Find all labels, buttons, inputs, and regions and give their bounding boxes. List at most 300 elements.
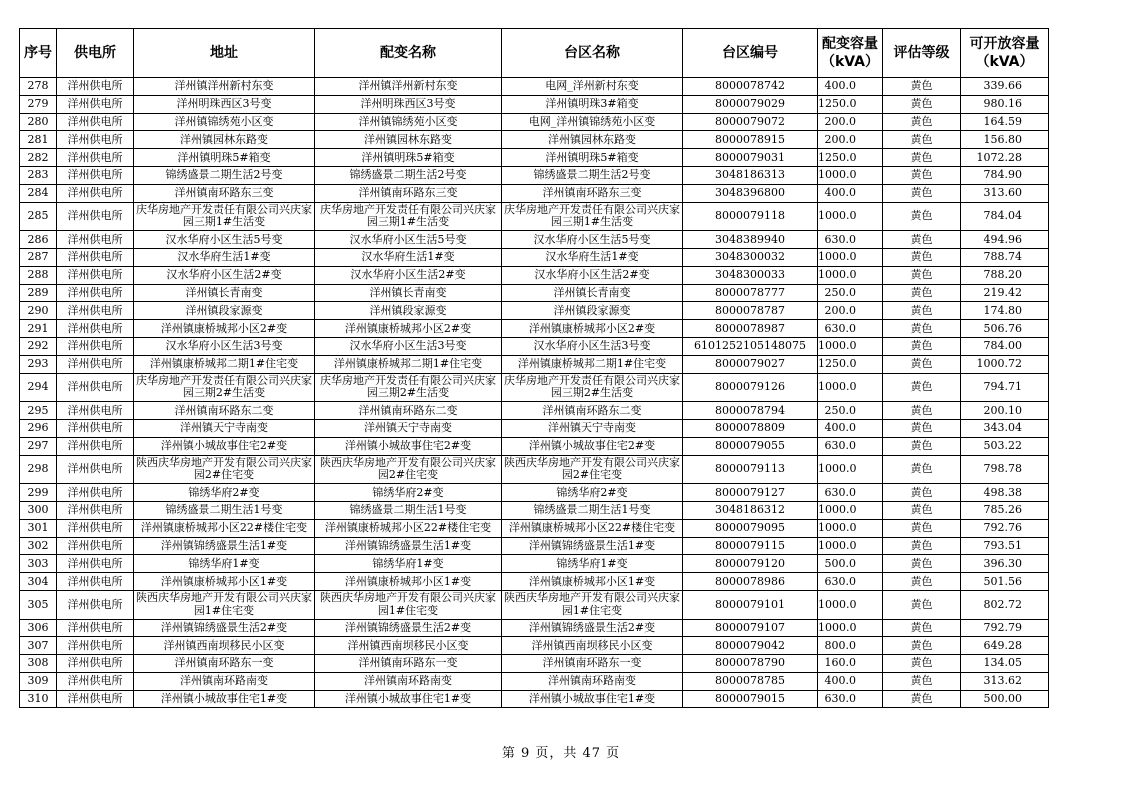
cell-address: 洋州镇锦绣盛景生活2#变 bbox=[134, 619, 315, 637]
cell-index: 291 bbox=[20, 320, 57, 338]
cell-area-name: 汉水华府小区生活2#变 bbox=[502, 266, 683, 284]
cell-supply-station: 洋州供电所 bbox=[57, 78, 134, 96]
cell-area-code: 8000078986 bbox=[683, 573, 818, 591]
cell-open-capacity: 219.42 bbox=[961, 284, 1049, 302]
cell-supply-station: 洋州供电所 bbox=[57, 637, 134, 655]
cell-open-capacity: 793.51 bbox=[961, 537, 1049, 555]
cell-address: 陕西庆华房地产开发有限公司兴庆家园1#住宅变 bbox=[134, 590, 315, 619]
cell-open-capacity: 396.30 bbox=[961, 555, 1049, 573]
cell-area-code: 8000079127 bbox=[683, 484, 818, 502]
cell-transformer-capacity: 1000.0 bbox=[818, 248, 883, 266]
cell-transformer-capacity: 250.0 bbox=[818, 402, 883, 420]
table-row bbox=[20, 355, 1049, 373]
cell-transformer-capacity: 1000.0 bbox=[818, 537, 883, 555]
cell-supply-station: 洋州供电所 bbox=[57, 555, 134, 573]
cell-address: 庆华房地产开发责任有限公司兴庆家园三期1#生活变 bbox=[134, 202, 315, 231]
cell-supply-station: 洋州供电所 bbox=[57, 248, 134, 266]
cell-address: 洋州镇段家源变 bbox=[134, 302, 315, 320]
cell-transformer-capacity: 1000.0 bbox=[818, 519, 883, 537]
cell-supply-station: 洋州供电所 bbox=[57, 484, 134, 502]
table-row bbox=[20, 555, 1049, 573]
cell-address: 洋州镇南环路东一变 bbox=[134, 655, 315, 673]
cell-supply-station: 洋州供电所 bbox=[57, 573, 134, 591]
cell-open-capacity: 788.74 bbox=[961, 248, 1049, 266]
cell-supply-station: 洋州供电所 bbox=[57, 337, 134, 355]
cell-rating-level: 黄色 bbox=[883, 637, 961, 655]
cell-index: 280 bbox=[20, 113, 57, 131]
cell-area-name: 洋州镇锦绣盛景生活1#变 bbox=[502, 537, 683, 555]
cell-open-capacity: 164.59 bbox=[961, 113, 1049, 131]
table-row bbox=[20, 248, 1049, 266]
cell-open-capacity: 200.10 bbox=[961, 402, 1049, 420]
cell-rating-level: 黄色 bbox=[883, 501, 961, 519]
cell-rating-level: 黄色 bbox=[883, 690, 961, 708]
header-transformer-name: 配变名称 bbox=[315, 29, 502, 78]
cell-area-name: 洋州镇南环路东二变 bbox=[502, 402, 683, 420]
cell-index: 301 bbox=[20, 519, 57, 537]
cell-rating-level: 黄色 bbox=[883, 302, 961, 320]
cell-transformer-capacity: 400.0 bbox=[818, 672, 883, 690]
cell-index: 295 bbox=[20, 402, 57, 420]
cell-transformer-name: 锦绣盛景二期生活1号变 bbox=[315, 501, 502, 519]
cell-open-capacity: 494.96 bbox=[961, 231, 1049, 249]
cell-address: 洋州镇明珠5#箱变 bbox=[134, 149, 315, 167]
cell-supply-station: 洋州供电所 bbox=[57, 373, 134, 402]
cell-index: 282 bbox=[20, 149, 57, 167]
cell-transformer-name: 洋州镇段家源变 bbox=[315, 302, 502, 320]
cell-open-capacity: 506.76 bbox=[961, 320, 1049, 338]
cell-rating-level: 黄色 bbox=[883, 337, 961, 355]
cell-address: 汉水华府小区生活3号变 bbox=[134, 337, 315, 355]
cell-supply-station: 洋州供电所 bbox=[57, 619, 134, 637]
cell-area-code: 8000079118 bbox=[683, 202, 818, 231]
header-address: 地址 bbox=[134, 29, 315, 78]
cell-transformer-capacity: 1250.0 bbox=[818, 149, 883, 167]
cell-rating-level: 黄色 bbox=[883, 573, 961, 591]
cell-address: 庆华房地产开发责任有限公司兴庆家园三期2#生活变 bbox=[134, 373, 315, 402]
cell-area-code: 3048389940 bbox=[683, 231, 818, 249]
table-row bbox=[20, 184, 1049, 202]
cell-transformer-capacity: 630.0 bbox=[818, 437, 883, 455]
cell-transformer-name: 陕西庆华房地产开发有限公司兴庆家园1#住宅变 bbox=[315, 590, 502, 619]
cell-supply-station: 洋州供电所 bbox=[57, 590, 134, 619]
cell-rating-level: 黄色 bbox=[883, 95, 961, 113]
cell-supply-station: 洋州供电所 bbox=[57, 537, 134, 555]
cell-open-capacity: 339.66 bbox=[961, 78, 1049, 96]
cell-transformer-capacity: 1000.0 bbox=[818, 266, 883, 284]
cell-transformer-capacity: 500.0 bbox=[818, 555, 883, 573]
cell-transformer-name: 洋州镇小城故事住宅2#变 bbox=[315, 437, 502, 455]
cell-index: 309 bbox=[20, 672, 57, 690]
cell-transformer-name: 洋州明珠西区3号变 bbox=[315, 95, 502, 113]
cell-address: 锦绣盛景二期生活1号变 bbox=[134, 501, 315, 519]
cell-transformer-capacity: 1000.0 bbox=[818, 590, 883, 619]
cell-transformer-name: 洋州镇锦绣盛景生活1#变 bbox=[315, 537, 502, 555]
cell-index: 285 bbox=[20, 202, 57, 231]
cell-rating-level: 黄色 bbox=[883, 402, 961, 420]
cell-address: 洋州镇康桥城邦二期1#住宅变 bbox=[134, 355, 315, 373]
cell-area-name: 洋州镇康桥城邦小区2#变 bbox=[502, 320, 683, 338]
cell-area-code: 8000079055 bbox=[683, 437, 818, 455]
cell-address: 锦绣盛景二期生活2号变 bbox=[134, 166, 315, 184]
capacity-table-container bbox=[19, 28, 1048, 708]
table-row bbox=[20, 619, 1049, 637]
cell-index: 293 bbox=[20, 355, 57, 373]
cell-transformer-name: 洋州镇南环路南变 bbox=[315, 672, 502, 690]
cell-transformer-capacity: 400.0 bbox=[818, 184, 883, 202]
cell-area-code: 6101252105148075 bbox=[683, 337, 818, 355]
cell-area-name: 洋州镇南环路东一变 bbox=[502, 655, 683, 673]
cell-address: 洋州镇锦绣苑小区变 bbox=[134, 113, 315, 131]
cell-transformer-capacity: 630.0 bbox=[818, 320, 883, 338]
cell-open-capacity: 802.72 bbox=[961, 590, 1049, 619]
cell-index: 278 bbox=[20, 78, 57, 96]
cell-supply-station: 洋州供电所 bbox=[57, 266, 134, 284]
cell-index: 281 bbox=[20, 131, 57, 149]
cell-open-capacity: 784.00 bbox=[961, 337, 1049, 355]
cell-area-code: 8000079027 bbox=[683, 355, 818, 373]
cell-index: 297 bbox=[20, 437, 57, 455]
cell-area-name: 洋州镇小城故事住宅2#变 bbox=[502, 437, 683, 455]
cell-supply-station: 洋州供电所 bbox=[57, 184, 134, 202]
cell-address: 汉水华府生活1#变 bbox=[134, 248, 315, 266]
cell-area-code: 8000079113 bbox=[683, 455, 818, 484]
cell-address: 洋州镇园林东路变 bbox=[134, 131, 315, 149]
cell-rating-level: 黄色 bbox=[883, 437, 961, 455]
cell-transformer-name: 洋州镇康桥城邦小区2#变 bbox=[315, 320, 502, 338]
cell-address: 洋州镇康桥城邦小区1#变 bbox=[134, 573, 315, 591]
header-area-name: 台区名称 bbox=[502, 29, 683, 78]
cell-transformer-name: 汉水华府小区生活5号变 bbox=[315, 231, 502, 249]
cell-supply-station: 洋州供电所 bbox=[57, 166, 134, 184]
cell-area-name: 洋州镇西南坝移民小区变 bbox=[502, 637, 683, 655]
cell-area-code: 8000078777 bbox=[683, 284, 818, 302]
cell-rating-level: 黄色 bbox=[883, 284, 961, 302]
table-row bbox=[20, 337, 1049, 355]
cell-area-code: 8000078785 bbox=[683, 672, 818, 690]
cell-rating-level: 黄色 bbox=[883, 266, 961, 284]
cell-area-code: 3048396800 bbox=[683, 184, 818, 202]
cell-rating-level: 黄色 bbox=[883, 166, 961, 184]
cell-area-code: 8000079042 bbox=[683, 637, 818, 655]
cell-transformer-name: 汉水华府小区生活2#变 bbox=[315, 266, 502, 284]
cell-transformer-name: 锦绣华府1#变 bbox=[315, 555, 502, 573]
capacity-table bbox=[19, 28, 1049, 708]
cell-open-capacity: 343.04 bbox=[961, 419, 1049, 437]
cell-index: 288 bbox=[20, 266, 57, 284]
header-transformer-capacity: 配变容量 （kVA） bbox=[818, 29, 883, 78]
table-row bbox=[20, 284, 1049, 302]
cell-supply-station: 洋州供电所 bbox=[57, 402, 134, 420]
cell-address: 洋州镇洋州新村东变 bbox=[134, 78, 315, 96]
cell-index: 307 bbox=[20, 637, 57, 655]
cell-open-capacity: 784.90 bbox=[961, 166, 1049, 184]
cell-open-capacity: 501.56 bbox=[961, 573, 1049, 591]
cell-open-capacity: 1000.72 bbox=[961, 355, 1049, 373]
cell-transformer-name: 洋州镇洋州新村东变 bbox=[315, 78, 502, 96]
cell-transformer-capacity: 1250.0 bbox=[818, 355, 883, 373]
table-body bbox=[20, 78, 1049, 708]
cell-rating-level: 黄色 bbox=[883, 78, 961, 96]
cell-supply-station: 洋州供电所 bbox=[57, 113, 134, 131]
cell-index: 300 bbox=[20, 501, 57, 519]
cell-open-capacity: 785.26 bbox=[961, 501, 1049, 519]
cell-rating-level: 黄色 bbox=[883, 672, 961, 690]
cell-area-code: 8000078742 bbox=[683, 78, 818, 96]
cell-area-name: 洋州镇段家源变 bbox=[502, 302, 683, 320]
cell-area-name: 洋州镇南环路东三变 bbox=[502, 184, 683, 202]
cell-area-name: 洋州镇天宁寺南变 bbox=[502, 419, 683, 437]
cell-supply-station: 洋州供电所 bbox=[57, 95, 134, 113]
cell-index: 304 bbox=[20, 573, 57, 591]
cell-supply-station: 洋州供电所 bbox=[57, 355, 134, 373]
cell-area-code: 3048300033 bbox=[683, 266, 818, 284]
table-row bbox=[20, 637, 1049, 655]
cell-address: 锦绣华府1#变 bbox=[134, 555, 315, 573]
cell-rating-level: 黄色 bbox=[883, 419, 961, 437]
cell-rating-level: 黄色 bbox=[883, 320, 961, 338]
cell-address: 洋州镇南环路南变 bbox=[134, 672, 315, 690]
header-supply-station: 供电所 bbox=[57, 29, 134, 78]
cell-supply-station: 洋州供电所 bbox=[57, 131, 134, 149]
cell-area-name: 洋州镇康桥城邦小区22#楼住宅变 bbox=[502, 519, 683, 537]
cell-open-capacity: 649.28 bbox=[961, 637, 1049, 655]
cell-address: 汉水华府小区生活2#变 bbox=[134, 266, 315, 284]
cell-transformer-capacity: 400.0 bbox=[818, 419, 883, 437]
cell-area-code: 8000079101 bbox=[683, 590, 818, 619]
cell-supply-station: 洋州供电所 bbox=[57, 149, 134, 167]
cell-open-capacity: 503.22 bbox=[961, 437, 1049, 455]
cell-address: 洋州镇小城故事住宅1#变 bbox=[134, 690, 315, 708]
cell-area-code: 8000079029 bbox=[683, 95, 818, 113]
table-row bbox=[20, 95, 1049, 113]
cell-address: 洋州镇南环路东二变 bbox=[134, 402, 315, 420]
cell-address: 洋州明珠西区3号变 bbox=[134, 95, 315, 113]
table-row bbox=[20, 690, 1049, 708]
cell-area-name: 洋州镇明珠5#箱变 bbox=[502, 149, 683, 167]
cell-transformer-name: 洋州镇康桥城邦小区22#楼住宅变 bbox=[315, 519, 502, 537]
cell-supply-station: 洋州供电所 bbox=[57, 672, 134, 690]
cell-transformer-name: 洋州镇西南坝移民小区变 bbox=[315, 637, 502, 655]
table-row bbox=[20, 419, 1049, 437]
cell-supply-station: 洋州供电所 bbox=[57, 202, 134, 231]
cell-area-code: 3048300032 bbox=[683, 248, 818, 266]
table-row bbox=[20, 302, 1049, 320]
cell-transformer-name: 洋州镇南环路东三变 bbox=[315, 184, 502, 202]
cell-area-name: 洋州镇明珠3#箱变 bbox=[502, 95, 683, 113]
cell-area-name: 汉水华府小区生活5号变 bbox=[502, 231, 683, 249]
cell-area-code: 8000079115 bbox=[683, 537, 818, 555]
cell-open-capacity: 980.16 bbox=[961, 95, 1049, 113]
cell-supply-station: 洋州供电所 bbox=[57, 455, 134, 484]
cell-area-code: 8000079126 bbox=[683, 373, 818, 402]
cell-area-code: 8000078987 bbox=[683, 320, 818, 338]
table-row bbox=[20, 78, 1049, 96]
cell-supply-station: 洋州供电所 bbox=[57, 655, 134, 673]
cell-transformer-capacity: 200.0 bbox=[818, 131, 883, 149]
cell-transformer-capacity: 250.0 bbox=[818, 284, 883, 302]
cell-index: 292 bbox=[20, 337, 57, 355]
cell-transformer-name: 洋州镇康桥城邦小区1#变 bbox=[315, 573, 502, 591]
cell-index: 299 bbox=[20, 484, 57, 502]
cell-rating-level: 黄色 bbox=[883, 355, 961, 373]
cell-transformer-capacity: 1000.0 bbox=[818, 619, 883, 637]
cell-index: 287 bbox=[20, 248, 57, 266]
cell-transformer-name: 洋州镇南环路东二变 bbox=[315, 402, 502, 420]
cell-open-capacity: 784.04 bbox=[961, 202, 1049, 231]
table-row bbox=[20, 437, 1049, 455]
cell-transformer-name: 汉水华府小区生活3号变 bbox=[315, 337, 502, 355]
cell-open-capacity: 1072.28 bbox=[961, 149, 1049, 167]
cell-transformer-capacity: 800.0 bbox=[818, 637, 883, 655]
cell-supply-station: 洋州供电所 bbox=[57, 320, 134, 338]
header-index: 序号 bbox=[20, 29, 57, 78]
table-row bbox=[20, 149, 1049, 167]
cell-area-code: 8000078790 bbox=[683, 655, 818, 673]
cell-rating-level: 黄色 bbox=[883, 537, 961, 555]
cell-index: 289 bbox=[20, 284, 57, 302]
cell-area-code: 8000079072 bbox=[683, 113, 818, 131]
cell-index: 302 bbox=[20, 537, 57, 555]
cell-rating-level: 黄色 bbox=[883, 131, 961, 149]
table-row bbox=[20, 131, 1049, 149]
cell-area-name: 洋州镇南环路南变 bbox=[502, 672, 683, 690]
cell-transformer-name: 庆华房地产开发责任有限公司兴庆家园三期2#生活变 bbox=[315, 373, 502, 402]
cell-open-capacity: 788.20 bbox=[961, 266, 1049, 284]
cell-area-code: 8000079031 bbox=[683, 149, 818, 167]
cell-transformer-capacity: 200.0 bbox=[818, 113, 883, 131]
cell-area-name: 锦绣盛景二期生活2号变 bbox=[502, 166, 683, 184]
cell-transformer-capacity: 200.0 bbox=[818, 302, 883, 320]
cell-transformer-capacity: 400.0 bbox=[818, 78, 883, 96]
cell-rating-level: 黄色 bbox=[883, 202, 961, 231]
cell-rating-level: 黄色 bbox=[883, 231, 961, 249]
table-row bbox=[20, 402, 1049, 420]
cell-transformer-name: 洋州镇锦绣盛景生活2#变 bbox=[315, 619, 502, 637]
cell-transformer-name: 锦绣盛景二期生活2号变 bbox=[315, 166, 502, 184]
header-area-code: 台区编号 bbox=[683, 29, 818, 78]
cell-index: 294 bbox=[20, 373, 57, 402]
cell-open-capacity: 174.80 bbox=[961, 302, 1049, 320]
cell-transformer-name: 汉水华府生活1#变 bbox=[315, 248, 502, 266]
cell-transformer-name: 洋州镇锦绣苑小区变 bbox=[315, 113, 502, 131]
cell-rating-level: 黄色 bbox=[883, 373, 961, 402]
table-row bbox=[20, 266, 1049, 284]
cell-area-code: 8000078794 bbox=[683, 402, 818, 420]
header-open-capacity: 可开放容量 （kVA） bbox=[961, 29, 1049, 78]
cell-rating-level: 黄色 bbox=[883, 619, 961, 637]
cell-area-name: 洋州镇康桥城邦小区1#变 bbox=[502, 573, 683, 591]
cell-address: 洋州镇南环路东三变 bbox=[134, 184, 315, 202]
cell-area-code: 3048186312 bbox=[683, 501, 818, 519]
cell-transformer-capacity: 1000.0 bbox=[818, 373, 883, 402]
cell-transformer-name: 洋州镇小城故事住宅1#变 bbox=[315, 690, 502, 708]
table-row bbox=[20, 573, 1049, 591]
table-row bbox=[20, 373, 1049, 402]
cell-area-name: 陕西庆华房地产开发有限公司兴庆家园1#住宅变 bbox=[502, 590, 683, 619]
cell-index: 306 bbox=[20, 619, 57, 637]
cell-area-name: 汉水华府小区生活3号变 bbox=[502, 337, 683, 355]
table-header-row bbox=[20, 29, 1049, 78]
cell-address: 洋州镇康桥城邦小区22#楼住宅变 bbox=[134, 519, 315, 537]
cell-open-capacity: 792.79 bbox=[961, 619, 1049, 637]
cell-area-code: 8000078915 bbox=[683, 131, 818, 149]
cell-supply-station: 洋州供电所 bbox=[57, 437, 134, 455]
cell-rating-level: 黄色 bbox=[883, 184, 961, 202]
cell-index: 310 bbox=[20, 690, 57, 708]
cell-area-name: 庆华房地产开发责任有限公司兴庆家园三期1#生活变 bbox=[502, 202, 683, 231]
table-row bbox=[20, 519, 1049, 537]
cell-transformer-name: 洋州镇明珠5#箱变 bbox=[315, 149, 502, 167]
cell-rating-level: 黄色 bbox=[883, 149, 961, 167]
cell-open-capacity: 134.05 bbox=[961, 655, 1049, 673]
cell-area-name: 庆华房地产开发责任有限公司兴庆家园三期2#生活变 bbox=[502, 373, 683, 402]
table-row bbox=[20, 537, 1049, 555]
cell-index: 305 bbox=[20, 590, 57, 619]
cell-area-name: 锦绣华府2#变 bbox=[502, 484, 683, 502]
cell-address: 洋州镇天宁寺南变 bbox=[134, 419, 315, 437]
cell-area-name: 陕西庆华房地产开发有限公司兴庆家园2#住宅变 bbox=[502, 455, 683, 484]
cell-supply-station: 洋州供电所 bbox=[57, 284, 134, 302]
cell-supply-station: 洋州供电所 bbox=[57, 231, 134, 249]
cell-area-name: 电网_洋州新村东变 bbox=[502, 78, 683, 96]
cell-area-name: 锦绣盛景二期生活1号变 bbox=[502, 501, 683, 519]
cell-transformer-name: 洋州镇天宁寺南变 bbox=[315, 419, 502, 437]
cell-transformer-capacity: 160.0 bbox=[818, 655, 883, 673]
table-row bbox=[20, 590, 1049, 619]
cell-rating-level: 黄色 bbox=[883, 113, 961, 131]
table-row bbox=[20, 672, 1049, 690]
cell-rating-level: 黄色 bbox=[883, 484, 961, 502]
cell-address: 锦绣华府2#变 bbox=[134, 484, 315, 502]
cell-open-capacity: 794.71 bbox=[961, 373, 1049, 402]
cell-open-capacity: 792.76 bbox=[961, 519, 1049, 537]
cell-address: 洋州镇康桥城邦小区2#变 bbox=[134, 320, 315, 338]
header-rating-level: 评估等级 bbox=[883, 29, 961, 78]
cell-open-capacity: 156.80 bbox=[961, 131, 1049, 149]
cell-area-name: 洋州镇小城故事住宅1#变 bbox=[502, 690, 683, 708]
cell-transformer-name: 锦绣华府2#变 bbox=[315, 484, 502, 502]
cell-area-name: 电网_洋州镇锦绣苑小区变 bbox=[502, 113, 683, 131]
cell-rating-level: 黄色 bbox=[883, 519, 961, 537]
table-row bbox=[20, 501, 1049, 519]
cell-index: 283 bbox=[20, 166, 57, 184]
cell-index: 303 bbox=[20, 555, 57, 573]
cell-area-name: 洋州镇康桥城邦二期1#住宅变 bbox=[502, 355, 683, 373]
cell-index: 298 bbox=[20, 455, 57, 484]
cell-supply-station: 洋州供电所 bbox=[57, 302, 134, 320]
table-row bbox=[20, 484, 1049, 502]
cell-transformer-name: 洋州镇园林东路变 bbox=[315, 131, 502, 149]
cell-transformer-name: 洋州镇长青南变 bbox=[315, 284, 502, 302]
cell-area-name: 洋州镇长青南变 bbox=[502, 284, 683, 302]
cell-transformer-capacity: 1000.0 bbox=[818, 455, 883, 484]
table-row bbox=[20, 455, 1049, 484]
cell-transformer-capacity: 1250.0 bbox=[818, 95, 883, 113]
cell-index: 290 bbox=[20, 302, 57, 320]
cell-index: 286 bbox=[20, 231, 57, 249]
cell-area-code: 8000079107 bbox=[683, 619, 818, 637]
cell-transformer-capacity: 630.0 bbox=[818, 690, 883, 708]
cell-open-capacity: 313.62 bbox=[961, 672, 1049, 690]
cell-area-name: 汉水华府生活1#变 bbox=[502, 248, 683, 266]
cell-rating-level: 黄色 bbox=[883, 655, 961, 673]
cell-address: 陕西庆华房地产开发有限公司兴庆家园2#住宅变 bbox=[134, 455, 315, 484]
cell-area-code: 8000079120 bbox=[683, 555, 818, 573]
table-row bbox=[20, 320, 1049, 338]
cell-address: 洋州镇长青南变 bbox=[134, 284, 315, 302]
cell-supply-station: 洋州供电所 bbox=[57, 519, 134, 537]
